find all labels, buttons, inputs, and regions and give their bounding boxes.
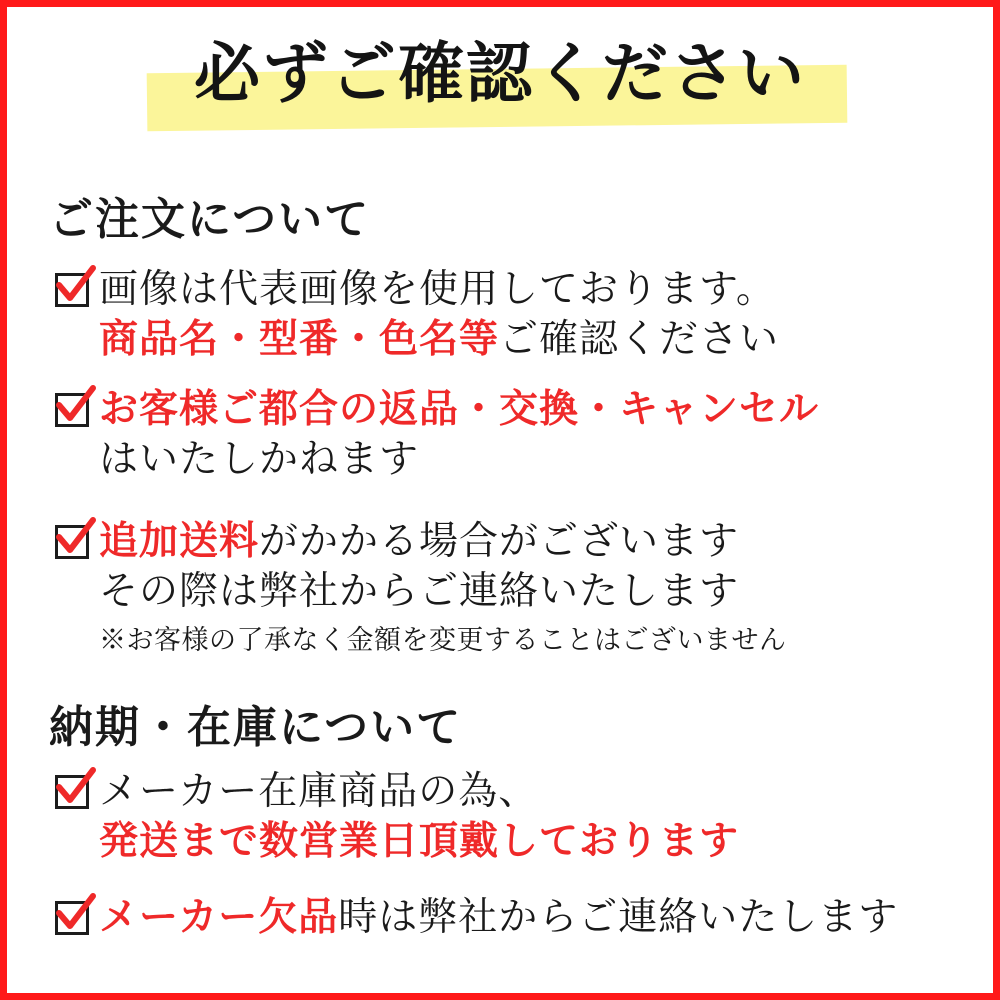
item-line-1-emphasis: 追加送料 bbox=[99, 520, 260, 563]
list-item-text bbox=[99, 385, 819, 485]
page-title: 必ずご確認ください bbox=[194, 38, 806, 111]
list-item bbox=[55, 767, 739, 867]
checkbox-icon bbox=[55, 775, 89, 809]
checkbox-icon bbox=[55, 393, 89, 427]
item-line-2-emphasis: 発送まで数営業日頂戴しております bbox=[99, 819, 740, 863]
item-line-1: がかかる場合がございます bbox=[259, 520, 740, 563]
list-item-text bbox=[99, 767, 739, 867]
title-block bbox=[7, 37, 993, 113]
list-item-text bbox=[99, 517, 787, 657]
checkbox-icon bbox=[55, 901, 89, 935]
item-note: ※お客様の了承なく金額を変更することはございません bbox=[99, 624, 787, 655]
list-item bbox=[55, 517, 787, 657]
list-item bbox=[55, 893, 898, 943]
item-line-1: メーカー在庫商品の為、 bbox=[99, 770, 539, 813]
list-item-text bbox=[99, 265, 779, 365]
item-line-2-emphasis: 商品名・型番・色名等 bbox=[99, 317, 500, 361]
list-item bbox=[55, 265, 779, 365]
item-line-1: 時は弊社からご連絡いたします bbox=[338, 896, 899, 939]
item-line-2: その際は弊社からご連絡いたします bbox=[99, 569, 740, 613]
list-item bbox=[55, 385, 819, 485]
item-line-1: 画像は代表画像を使用しております。 bbox=[99, 268, 776, 311]
item-line-1-emphasis: お客様ご都合の返品・交換・キャンセル bbox=[99, 388, 820, 431]
list-item-text bbox=[99, 893, 898, 943]
section-heading-delivery: 納期・在庫について bbox=[49, 703, 463, 752]
checkbox-icon bbox=[55, 273, 89, 307]
item-line-2: ご確認ください bbox=[499, 317, 780, 361]
checkbox-icon bbox=[55, 525, 89, 559]
item-line-2: はいたしかねます bbox=[99, 437, 420, 481]
item-line-1-emphasis: メーカー欠品 bbox=[99, 896, 339, 939]
section-heading-order: ご注文について bbox=[49, 195, 371, 244]
